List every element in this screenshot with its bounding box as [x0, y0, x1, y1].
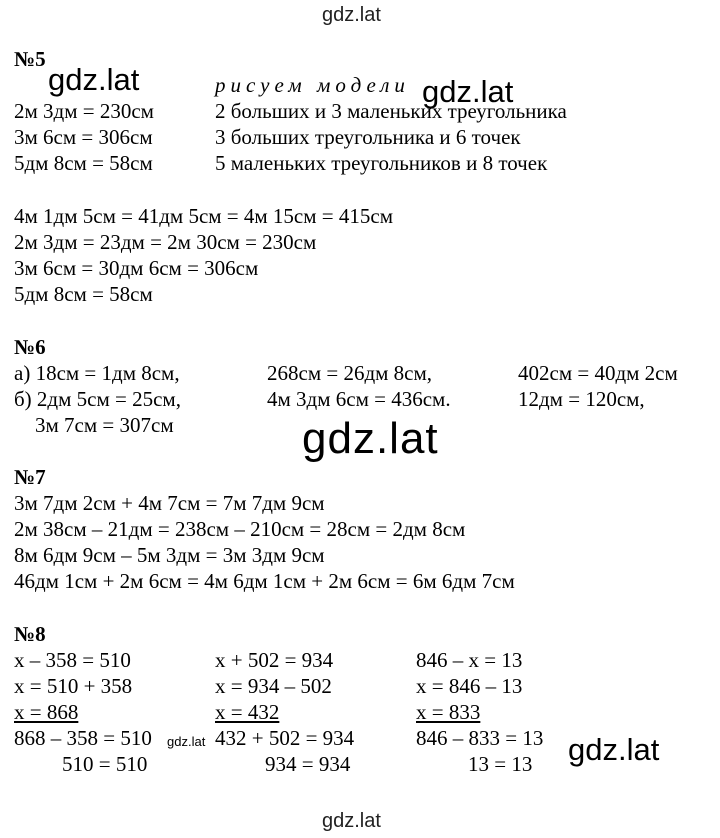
task-5-block-line: 2м 3дм = 23дм = 2м 30см = 230см: [14, 230, 317, 254]
task-5-subtitle: рисуем модели: [215, 73, 410, 97]
watermark-left: gdz.lat: [48, 62, 140, 97]
watermark-bottom: gdz.lat: [322, 810, 381, 832]
task-7-line: 3м 7дм 2см + 4м 7см = 7м 7дм 9см: [14, 491, 325, 515]
task-8-col1-line: x = 510 + 358: [14, 674, 133, 698]
task-8-col3-line: 846 – x = 13: [416, 648, 523, 672]
task-5-right-line: 3 больших треугольника и 6 точек: [215, 125, 521, 149]
watermark-right: gdz.lat: [568, 732, 660, 767]
task-6-cell: 4м 3дм 6см = 436см.: [267, 387, 451, 411]
task-7-line: 2м 38см – 21дм = 238см – 210см = 28см = 2дм 8см: [14, 517, 466, 541]
task-5-left-line: 2м 3дм = 230см: [14, 99, 154, 123]
task-5-title: №5: [14, 47, 46, 71]
task-8-col3-line: 13 = 13: [468, 752, 533, 776]
task-5-right-line: 2 больших и 3 маленьких треугольника: [215, 99, 567, 123]
task-8-col1-line: x – 358 = 510: [14, 648, 131, 672]
task-8-col2-line: x + 502 = 934: [215, 648, 334, 672]
task-8-col1-line: 510 = 510: [62, 752, 148, 776]
task-6-cell: 268см = 26дм 8см,: [267, 361, 433, 385]
task-8-col3-line: 846 – 833 = 13: [416, 726, 544, 750]
task-5-left-line: 5дм 8см = 58см: [14, 151, 153, 175]
task-6-cell: 3м 7см = 307см: [35, 413, 174, 437]
task-8-col3-answer: x = 833: [416, 700, 481, 724]
watermark-small: gdz.lat: [167, 734, 206, 749]
task-8-col2-line: 432 + 502 = 934: [215, 726, 355, 750]
task-5-block-line: 3м 6см = 30дм 6см = 306см: [14, 256, 259, 280]
task-8-col3-line: x = 846 – 13: [416, 674, 523, 698]
task-6-cell: б) 2дм 5см = 25см,: [14, 387, 181, 411]
watermark-top: gdz.lat: [322, 4, 381, 26]
task-7-line: 46дм 1см + 2м 6см = 4м 6дм 1см + 2м 6см = 6м 6дм 7см: [14, 569, 515, 593]
task-7-line: 8м 6дм 9см – 5м 3дм = 3м 3дм 9см: [14, 543, 325, 567]
task-8-col2-answer: x = 432: [215, 700, 280, 724]
task-8-col2-line: 934 = 934: [265, 752, 351, 776]
task-6-cell: а) 18см = 1дм 8см,: [14, 361, 180, 385]
task-5-block-line: 5дм 8см = 58см: [14, 282, 153, 306]
task-5-block-line: 4м 1дм 5см = 41дм 5см = 4м 15см = 415см: [14, 204, 393, 228]
watermark-mid: gdz.lat: [422, 74, 514, 109]
watermark-center: gdz.lat: [302, 414, 439, 463]
task-8-col1-line: 868 – 358 = 510: [14, 726, 152, 750]
task-6-title: №6: [14, 335, 46, 359]
task-8-title: №8: [14, 622, 46, 646]
task-7-title: №7: [14, 465, 46, 489]
task-6-cell: 12дм = 120см,: [518, 387, 645, 411]
task-5-right-line: 5 маленьких треугольников и 8 точек: [215, 151, 548, 175]
task-8-col2-line: x = 934 – 502: [215, 674, 332, 698]
task-8-col1-answer: x = 868: [14, 700, 79, 724]
task-6-cell: 402см = 40дм 2см: [518, 361, 678, 385]
task-5-left-line: 3м 6см = 306см: [14, 125, 153, 149]
